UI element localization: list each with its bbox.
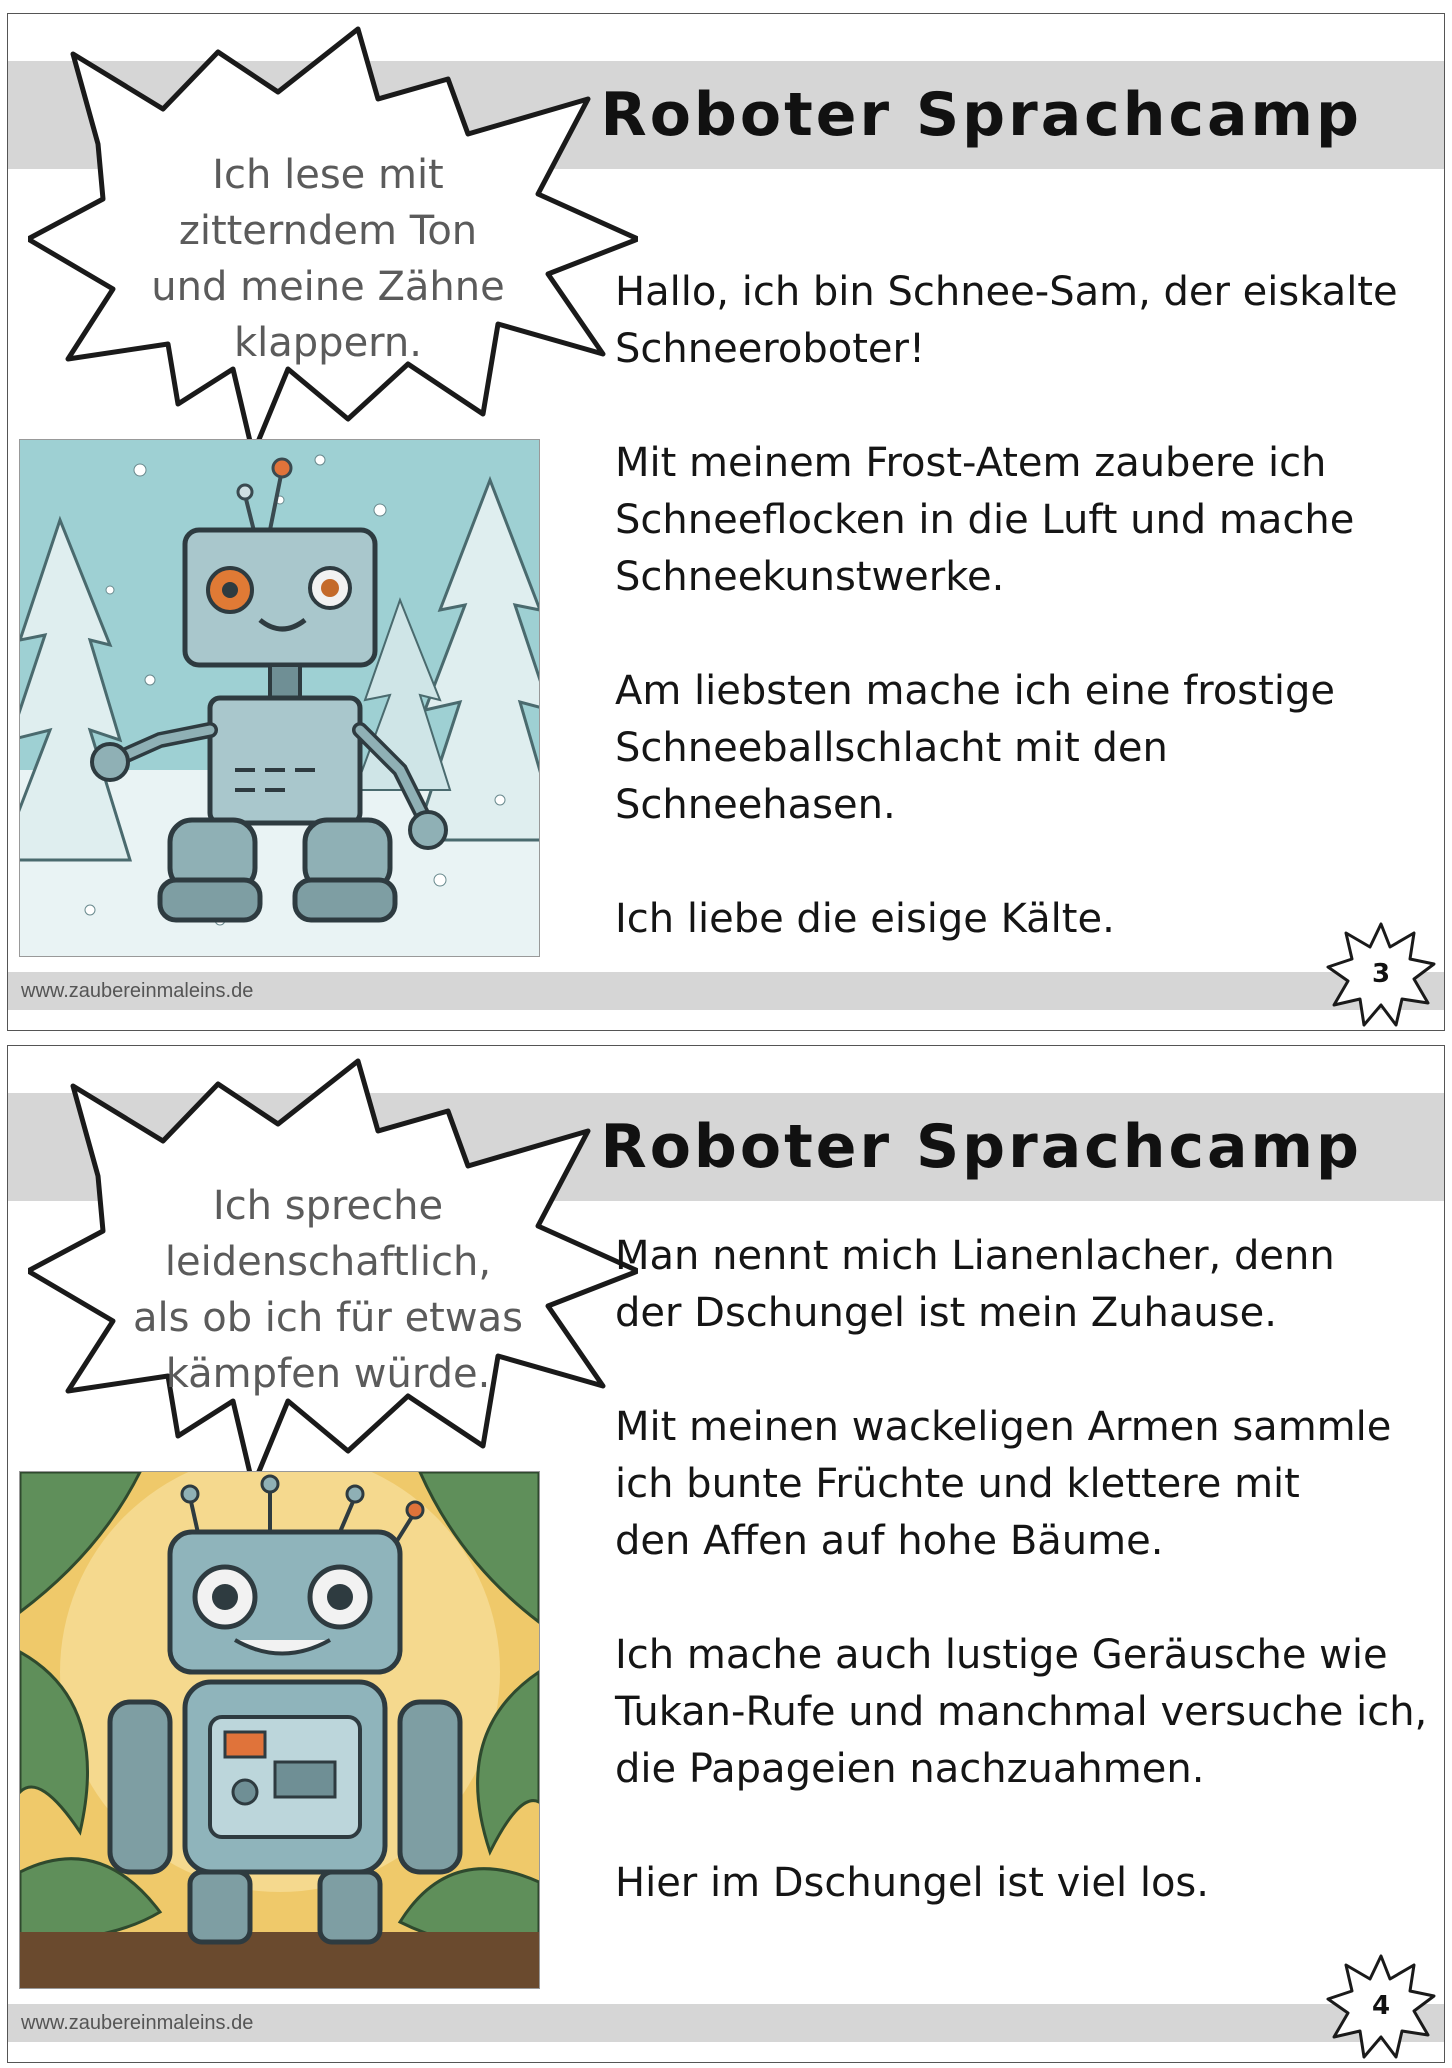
story-text (615, 1228, 1435, 1969)
story-paragraph: Am liebsten mache ich eine frostige Schneeballschlacht mit den Schneehasen. (615, 668, 1335, 828)
story-paragraph: Hallo, ich bin Schnee-Sam, der eiskalte Schneeroboter! (615, 269, 1398, 372)
speech-bubble (28, 24, 638, 444)
bubble-text (118, 147, 538, 371)
reading-card-snow (7, 13, 1445, 1031)
story-paragraph: Ich mache auch lustige Geräusche wie Tukan-Rufe und manchmal versuche ich, die Papageien nachzuahmen. (615, 1632, 1428, 1792)
story-paragraph: Man nennt mich Lianenlacher, denn der Dschungel ist mein Zuhause. (615, 1233, 1335, 1336)
jungle-robot-image (20, 1472, 539, 1988)
story-paragraph: Mit meinen wackeligen Armen sammle ich bunte Früchte und klettere mit den Affen auf hohe Bäume. (615, 1404, 1392, 1564)
speech-bubble (28, 1056, 638, 1476)
story-paragraph: Mit meinem Frost-Atem zaubere ich Schneeflocken in die Luft und mache Schneekunstwerke. (615, 440, 1355, 600)
bubble-line: Ich lese mit (212, 152, 444, 198)
story-paragraph: Hier im Dschungel ist viel los. (615, 1860, 1209, 1906)
bubble-line: klappern. (234, 320, 422, 366)
page-number: 4 (1371, 1991, 1391, 2021)
bubble-line: kämpfen würde. (165, 1351, 491, 1397)
reading-card-jungle (7, 1045, 1445, 2063)
footer-url: www.zaubereinmaleins.de (21, 2012, 254, 2034)
bubble-line: als ob ich für etwas (133, 1295, 523, 1341)
bubble-line: und meine Zähne (151, 264, 505, 310)
bubble-line: leidenschaftlich, (164, 1239, 492, 1285)
story-paragraph: Ich liebe die eisige Kälte. (615, 896, 1115, 942)
card-title: Roboter Sprachcamp (600, 80, 1362, 150)
bubble-line: zitterndem Ton (178, 208, 478, 254)
bubble-line: Ich spreche (212, 1183, 444, 1229)
snow-robot-illustration (19, 439, 540, 957)
snow-robot-image (20, 440, 539, 956)
story-text (615, 264, 1435, 1005)
card-title: Roboter Sprachcamp (600, 1112, 1362, 1182)
jungle-robot-illustration (19, 1471, 540, 1989)
footer-url: www.zaubereinmaleins.de (21, 980, 254, 1002)
page-number: 3 (1371, 959, 1391, 989)
bubble-text (118, 1178, 538, 1402)
